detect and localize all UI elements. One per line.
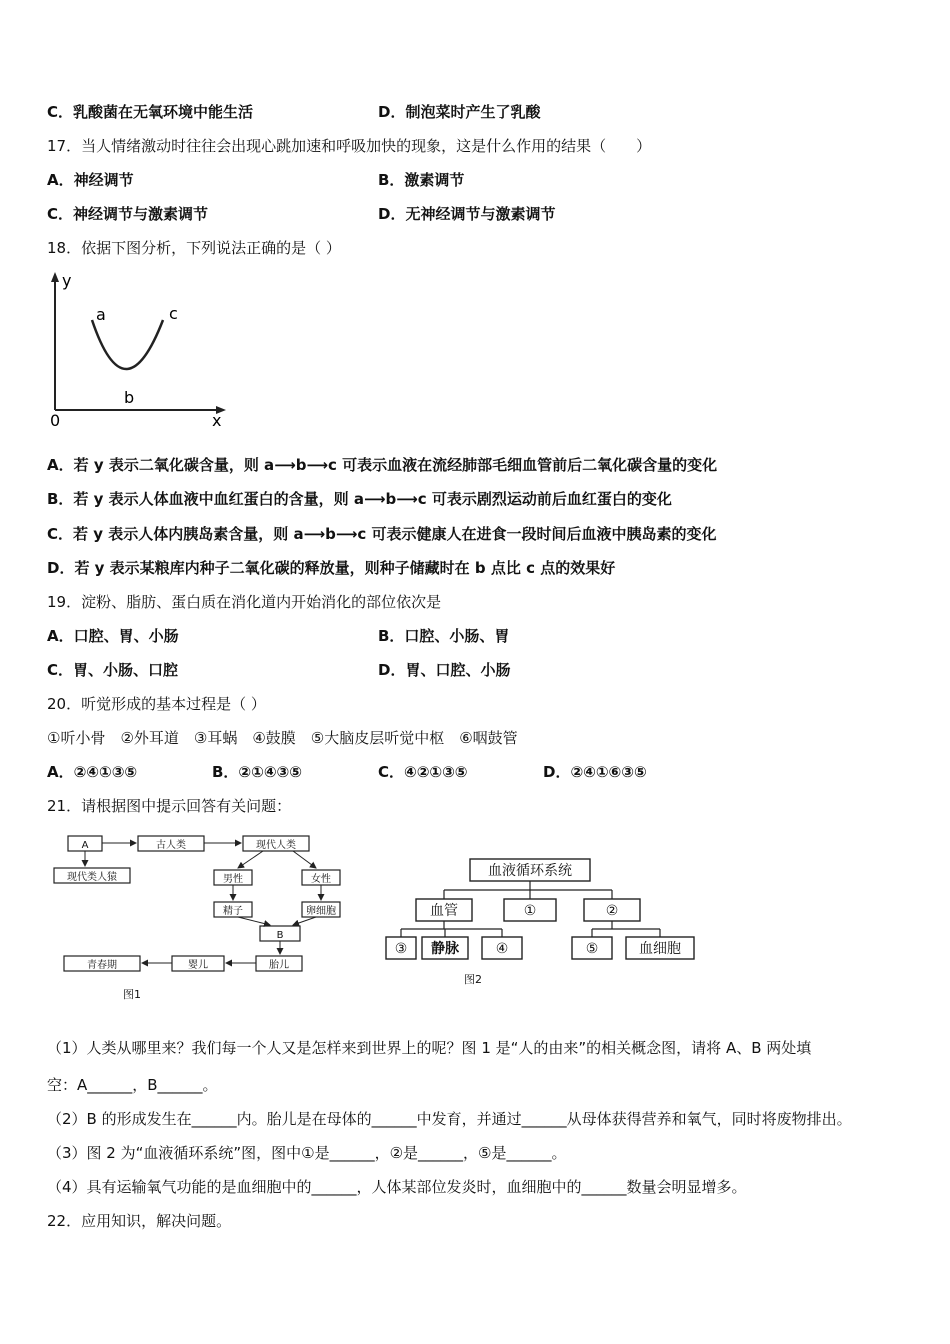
figure-1-concept-map [48, 828, 336, 1004]
q19-option-c: C．胃、小肠、口腔 [47, 661, 179, 679]
arrow-icon: ⟶ [306, 456, 328, 474]
point-c-label: c [169, 304, 178, 323]
q21-part1-line2: 空：A______，B______。 [47, 1076, 218, 1094]
q18-option-c [47, 524, 716, 544]
q18-option-d: D．若 y 表示某粮库内种子二氧化碳的释放量，则种子储藏时在 b 点比 c 点的效果好 [47, 559, 616, 577]
q20-items: ①听小骨 ②外耳道 ③耳蜗 ④鼓膜 ⑤大脑皮层听觉中枢 ⑥咽鼓管 [47, 729, 518, 747]
option-a-pre: A．若 y 表示二氧化碳含量，则 a [47, 456, 275, 474]
figure-2-blood-circulation [378, 855, 708, 995]
q19-option-b: B．口腔、小肠、胃 [378, 627, 510, 645]
q17-option-c: C．神经调节与激素调节 [47, 205, 209, 223]
label-fetus: 胎儿 [269, 960, 289, 971]
origin-label: 0 [50, 411, 61, 430]
label-b: B [276, 930, 284, 941]
label-blood-vessel: 血管 [430, 903, 458, 919]
label-3: ③ [394, 941, 408, 957]
figure-2-caption: 图2 [464, 973, 482, 986]
q18-stem: 18．依据下图分析，下列说法正确的是（ ） [47, 239, 341, 257]
y-axis-arrow-icon [51, 272, 59, 282]
q17-option-d: D．无神经调节与激素调节 [378, 205, 556, 223]
q19-option-d: D．胃、口腔、小肠 [378, 661, 511, 679]
label-modern-human: 现代人类 [256, 840, 296, 851]
arrow-icon: ⟶ [274, 456, 296, 474]
q20-option-d: D．②④①⑥③⑤ [543, 763, 647, 781]
point-a-label: a [96, 305, 106, 324]
arrow-icon: ⟶ [396, 490, 418, 508]
label-male: 男性 [223, 874, 243, 885]
q18-option-b [47, 489, 672, 509]
q17-stem: 17．当人情绪激动时往往会出现心跳加速和呼吸加快的现象，这是什么作用的结果（ ） [47, 137, 652, 155]
label-circulation-system: 血液循环系统 [488, 863, 572, 879]
x-label: x [212, 411, 222, 430]
q16-option-c: C．乳酸菌在无氧环境中能生活 [47, 103, 254, 121]
option-c-post: c 可表示健康人在进食一段时间后血液中胰岛素的变化 [357, 525, 717, 543]
q18-graph [40, 268, 240, 433]
option-c-pre: C．若 y 表示人体内胰岛素含量，则 a [47, 525, 304, 543]
label-5: ⑤ [585, 941, 599, 957]
label-a: A [81, 840, 89, 851]
q20-option-c: C．④②①③⑤ [378, 763, 468, 781]
q17-option-b: B．激素调节 [378, 171, 465, 189]
point-b-label: b [124, 388, 135, 407]
q19-stem: 19．淀粉、脂肪、蛋白质在消化道内开始消化的部位依次是 [47, 593, 442, 611]
label-egg: 卵细胞 [306, 906, 336, 917]
arrow-icon: ⟶ [303, 525, 326, 543]
option-b-pre: B．若 y 表示人体血液中血红蛋白的含量，则 a [47, 490, 365, 508]
q17-option-a: A．神经调节 [47, 171, 134, 189]
q16-option-d: D．制泡菜时产生了乳酸 [378, 103, 541, 121]
arrow-icon: ⟶ [364, 490, 386, 508]
q21-stem: 21．请根据图中提示回答有关问题： [47, 797, 292, 815]
option-a-post: c 可表示血液在流经肺部毛细血管前后二氧化碳含量的变化 [327, 456, 718, 474]
y-label: y [62, 271, 72, 290]
option-b-mid: b [385, 490, 397, 508]
label-4: ④ [495, 941, 509, 957]
label-vein: 静脉 [431, 941, 459, 957]
q21-part2: （2）B 的形成发生在______内。胎儿是在母体的______中发育，并通过______从母体获得营养和氧气，同时将废物排出。 [47, 1110, 852, 1128]
q20-stem: 20．听觉形成的基本过程是（ ） [47, 695, 266, 713]
label-blood-cell: 血细胞 [639, 941, 681, 957]
label-female: 女性 [311, 874, 331, 885]
option-c-mid: b [325, 525, 336, 543]
q21-part3: （3）图 2 为“血液循环系统”图，图中①是______，②是______，⑤是______。 [47, 1144, 567, 1162]
label-modern-ape: 现代类人猿 [67, 872, 117, 883]
curve-a-b-c [92, 320, 163, 369]
figure-1-caption: 图1 [123, 988, 141, 1001]
q19-option-a: A．口腔、胃、小肠 [47, 627, 179, 645]
q20-option-b: B．②①④③⑤ [212, 763, 302, 781]
q22-stem: 22．应用知识，解决问题。 [47, 1212, 232, 1230]
q21-part1-line1: （1）人类从哪里来？我们每一个人又是怎样来到世界上的呢？图 1 是“人的由来”的相关概念图，请将 A、B 两处填 [47, 1039, 812, 1057]
q20-option-a: A．②④①③⑤ [47, 763, 138, 781]
arrow-icon: ⟶ [335, 525, 358, 543]
label-infant: 婴儿 [188, 960, 208, 971]
label-2: ② [605, 903, 619, 919]
label-puberty: 青春期 [87, 960, 117, 971]
label-1: ① [523, 903, 537, 919]
q18-option-a [47, 455, 717, 475]
option-a-mid: b [295, 456, 307, 474]
label-sperm: 精子 [223, 906, 243, 917]
option-b-post: c 可表示剧烈运动前后血红蛋白的变化 [417, 490, 672, 508]
q21-part4: （4）具有运输氧气功能的是血细胞中的______，人体某部位发炎时，血细胞中的______数量会明显增多。 [47, 1178, 747, 1196]
label-ancient-human: 古人类 [156, 840, 186, 851]
